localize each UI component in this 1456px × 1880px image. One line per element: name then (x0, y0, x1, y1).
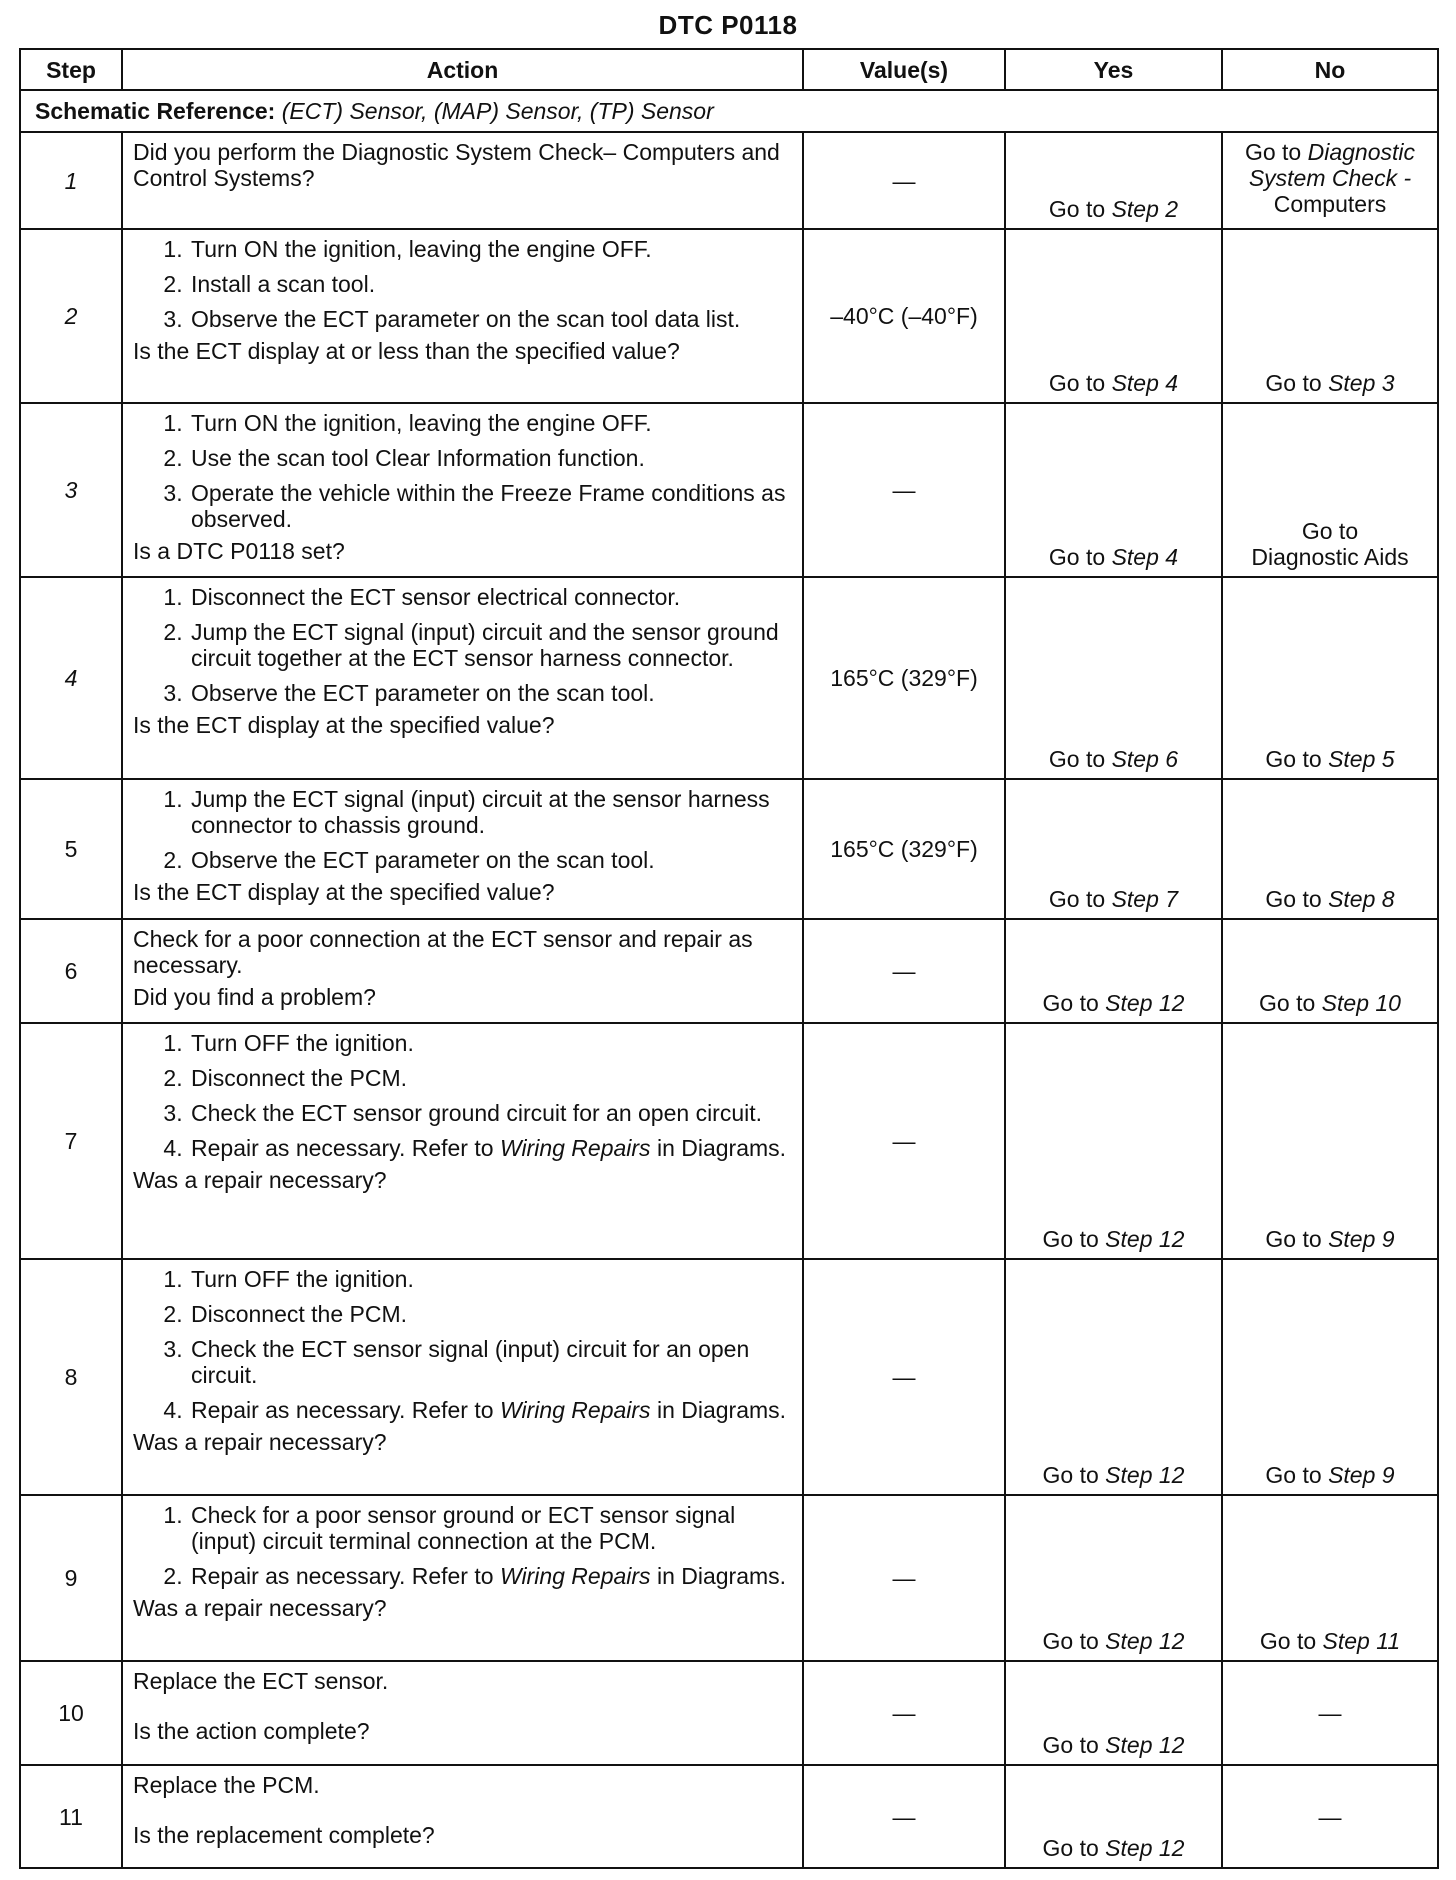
step-number: 3 (20, 403, 122, 577)
header-action: Action (122, 49, 803, 90)
table-row (20, 919, 1438, 1023)
action-cell (122, 1023, 803, 1259)
action-cell (122, 229, 803, 403)
list-item: 3. Check the ECT sensor ground circuit for an open circuit. (189, 1100, 792, 1126)
step-number: 5 (20, 779, 122, 919)
action-question: Did you find a problem? (133, 984, 376, 1010)
action-text: Did you perform the Diagnostic System Check– Computers and Control Systems? (133, 139, 780, 191)
no-cell: Go to Step 3 (1222, 229, 1438, 403)
action-cell (122, 1661, 803, 1765)
wiring-repairs-ref: Wiring Repairs (499, 1397, 651, 1423)
value-cell: — (803, 1259, 1005, 1495)
action-list (133, 584, 792, 706)
schematic-reference (20, 90, 1438, 132)
no-cell: Go to Diagnostic System Check - Computers (1222, 132, 1438, 229)
no-cell: Go to Step 11 (1222, 1495, 1438, 1661)
list-item: 2. Disconnect the PCM. (189, 1301, 792, 1327)
yes-cell: Go to Step 4 (1005, 229, 1222, 403)
header-no: No (1222, 49, 1438, 90)
action-cell (122, 403, 803, 577)
action-question: Is the ECT display at the specified value? (133, 712, 555, 738)
action-cell (122, 1495, 803, 1661)
list-item: 3. Observe the ECT parameter on the scan tool data list. (189, 306, 792, 332)
value-cell: –40°C (–40°F) (803, 229, 1005, 403)
schematic-label: Schematic Reference: (35, 98, 276, 124)
yes-cell: Go to Step 2 (1005, 132, 1222, 229)
list-item: 3. Check the ECT sensor signal (input) circuit for an open circuit. (189, 1336, 792, 1388)
action-cell (122, 1259, 803, 1495)
list-item: 2. Disconnect the PCM. (189, 1065, 792, 1091)
value-cell: — (803, 1495, 1005, 1661)
yes-cell: Go to Step 12 (1005, 919, 1222, 1023)
action-list (133, 1502, 792, 1589)
value-cell: — (803, 1661, 1005, 1765)
step-number: 6 (20, 919, 122, 1023)
action-text: Check for a poor connection at the ECT sensor and repair as necessary. (133, 926, 753, 978)
list-item: 2. Observe the ECT parameter on the scan tool. (189, 847, 792, 873)
list-item: 1. Disconnect the ECT sensor electrical connector. (189, 584, 792, 610)
value-cell: 165°C (329°F) (803, 577, 1005, 779)
value-cell: — (803, 1765, 1005, 1868)
action-list (133, 786, 792, 873)
value-cell: — (803, 132, 1005, 229)
no-cell: Go to Step 8 (1222, 779, 1438, 919)
table-row (20, 577, 1438, 779)
action-question: Is a DTC P0118 set? (133, 538, 345, 564)
step-number: 8 (20, 1259, 122, 1495)
action-question: Was a repair necessary? (133, 1595, 387, 1621)
action-question: Is the ECT display at the specified value? (133, 879, 555, 905)
list-item: 2. Use the scan tool Clear Information function. (189, 445, 792, 471)
step-number: 11 (20, 1765, 122, 1868)
action-list (133, 410, 792, 532)
yes-cell: Go to Step 6 (1005, 577, 1222, 779)
page-title: DTC P0118 (658, 10, 798, 40)
header-values: Value(s) (803, 49, 1005, 90)
list-item: 4. Repair as necessary. Refer to Wiring Repairs in Diagrams. (189, 1397, 792, 1423)
list-item: 2. Repair as necessary. Refer to Wiring Repairs in Diagrams. (189, 1563, 792, 1589)
list-item: 2. Install a scan tool. (189, 271, 792, 297)
table-row (20, 1495, 1438, 1661)
table-row (20, 1765, 1438, 1868)
wiring-repairs-ref: Wiring Repairs (499, 1563, 651, 1589)
table-row (20, 1259, 1438, 1495)
no-cell: Go to Step 5 (1222, 577, 1438, 779)
action-cell (122, 1765, 803, 1868)
no-cell: — (1222, 1765, 1438, 1868)
header-step: Step (20, 49, 122, 90)
no-cell: Go to Step 9 (1222, 1023, 1438, 1259)
step-number: 9 (20, 1495, 122, 1661)
schematic-text: (ECT) Sensor, (MAP) Sensor, (TP) Sensor (281, 98, 714, 124)
table-row (20, 779, 1438, 919)
list-item: 1. Turn ON the ignition, leaving the engine OFF. (189, 236, 792, 262)
action-text: Replace the ECT sensor. (133, 1668, 389, 1694)
value-cell: — (803, 403, 1005, 577)
action-question: Was a repair necessary? (133, 1167, 387, 1193)
list-item: 1. Turn OFF the ignition. (189, 1266, 792, 1292)
no-cell: — (1222, 1661, 1438, 1765)
yes-cell: Go to Step 4 (1005, 403, 1222, 577)
action-list (133, 236, 792, 332)
list-item: 1. Turn ON the ignition, leaving the engine OFF. (189, 410, 792, 436)
action-cell (122, 919, 803, 1023)
list-item: 2. Jump the ECT signal (input) circuit and the sensor ground circuit together at the ECT sensor harness connector. (189, 619, 792, 671)
table-row (20, 132, 1438, 229)
action-list (133, 1266, 792, 1423)
action-text: Replace the PCM. (133, 1772, 320, 1798)
action-cell (122, 577, 803, 779)
list-item: 1. Jump the ECT signal (input) circuit at the sensor harness connector to chassis ground. (189, 786, 792, 838)
yes-cell: Go to Step 7 (1005, 779, 1222, 919)
wiring-repairs-ref: Wiring Repairs (499, 1135, 651, 1161)
table-row (20, 1661, 1438, 1765)
yes-cell: Go to Step 12 (1005, 1259, 1222, 1495)
diagnostic-table (19, 48, 1439, 1869)
yes-cell: Go to Step 12 (1005, 1765, 1222, 1868)
list-item: 1. Check for a poor sensor ground or ECT sensor signal (input) circuit terminal connection at the PCM. (189, 1502, 792, 1554)
yes-cell: Go to Step 12 (1005, 1661, 1222, 1765)
step-number: 1 (20, 132, 122, 229)
value-cell: 165°C (329°F) (803, 779, 1005, 919)
table-row (20, 403, 1438, 577)
list-item: 3. Operate the vehicle within the Freeze Frame conditions as observed. (189, 480, 792, 532)
no-cell: Go to Step 10 (1222, 919, 1438, 1023)
action-cell (122, 132, 803, 229)
step-number: 7 (20, 1023, 122, 1259)
no-cell: Go to Diagnostic Aids (1222, 403, 1438, 577)
header-row (20, 49, 1438, 90)
step-number: 10 (20, 1661, 122, 1765)
header-yes: Yes (1005, 49, 1222, 90)
list-item: 3. Observe the ECT parameter on the scan tool. (189, 680, 792, 706)
table-row (20, 1023, 1438, 1259)
table-row (20, 229, 1438, 403)
value-cell: — (803, 1023, 1005, 1259)
step-number: 2 (20, 229, 122, 403)
no-cell: Go to Step 9 (1222, 1259, 1438, 1495)
step-number: 4 (20, 577, 122, 779)
action-cell (122, 779, 803, 919)
action-list (133, 1030, 792, 1161)
list-item: 1. Turn OFF the ignition. (189, 1030, 792, 1056)
action-question: Is the replacement complete? (133, 1822, 435, 1848)
schematic-row (20, 90, 1438, 132)
yes-cell: Go to Step 12 (1005, 1023, 1222, 1259)
action-question: Is the action complete? (133, 1718, 370, 1744)
list-item: 4. Repair as necessary. Refer to Wiring Repairs in Diagrams. (189, 1135, 792, 1161)
action-question: Was a repair necessary? (133, 1429, 387, 1455)
yes-cell: Go to Step 12 (1005, 1495, 1222, 1661)
action-question: Is the ECT display at or less than the specified value? (133, 338, 680, 364)
value-cell: — (803, 919, 1005, 1023)
